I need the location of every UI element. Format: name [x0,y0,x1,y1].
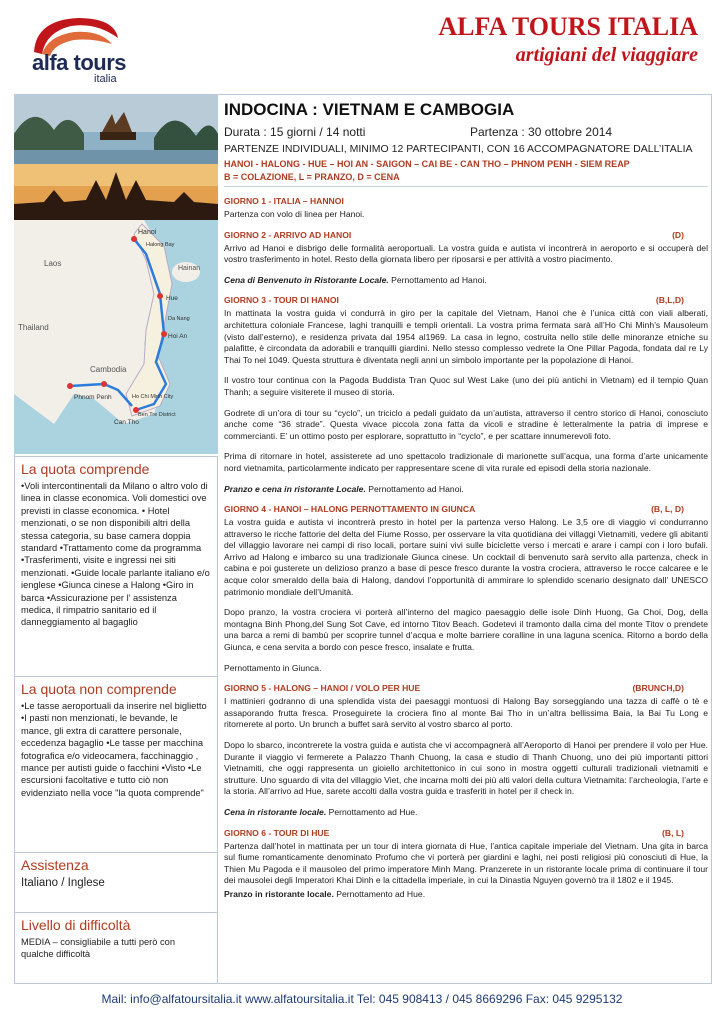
day-6-meals: (B, L) [662,827,684,838]
day-4-text-2: Dopo pranzo, la vostra crociera vi porterà all’interno del magico paesaggio delle isole Dinh Huong, Ga Choi, Dog, della montagna Binh Phong,del Sung Sot Cave, ed intorno Titov Beach. Godetevi il tramonto dalla cima del monte Titov o prendete una barca a remi di bambù per scoprire tunnel d’acqua e molte barriere coralline in una laguna scenica. Ritorno a bordo della Giunca, e cena servita a bordo con pesce fresco, insalate e frutta. [224,607,708,653]
map-label-can-tho: Can Tho [114,419,139,426]
difficulty-box [14,912,218,984]
logo-text: alfa tours [32,50,127,75]
day-4-title: GIORNO 4 - HANOI – HALONG PERNOTTAMENTO IN GIUNCA [224,504,476,515]
map-label-hanoi: Hanoi [138,229,157,236]
map-label-phnom-penh: Phnom Penh [74,394,112,401]
excludes-title: La quota non comprende [21,681,177,697]
day-5-note-rest: Pernottamento ad Hue. [326,806,418,817]
photo-column [14,94,218,454]
alfa-tours-logo[interactable] [16,8,146,88]
day-6-note-bold: Pranzo in ristorante locale. [224,888,334,899]
map-label-hoi-an: Hoi An [168,333,188,340]
contact-footer[interactable]: Mail: info@alfatoursitalia.it www.alfatoursitalia.it Tel: 045 908413 / 045 8669296 Fax: 045 9295132 [101,992,623,1006]
day-5-note-bold: Cena in ristorante locale. [224,806,327,817]
day-2-note-bold: Cena di Benvenuto in Ristorante Locale. [224,274,389,285]
map-label-hue: Hue [166,295,178,302]
day-1-title: GIORNO 1 - ITALIA – HANNOI [224,196,344,206]
day-2-note [224,275,708,287]
day-1-text: Partenza con volo di linea per Hanoi. [224,209,365,219]
map-label-ben-tre: Ben Tre District [138,412,176,418]
brand-tagline: artigiani del viaggiare [515,44,698,66]
day-4-text-3: Pernottamento in Giunca. [224,662,322,673]
assistance-box [14,852,218,912]
day-3-meals: (B,L,D) [655,295,684,306]
includes-title: La quota comprende [21,461,150,477]
itinerary-main [224,98,708,901]
trip-duration: Durata : 15 giorni / 14 notti [224,125,366,139]
day-2-text: Arrivo ad Hanoi e disbrigo delle formalità aeroportuali. La vostra guida e autista vi incontrerà in aeroporto e si occuperà del vostro trasferimento in hotel. Resto della giornata libero per riposarsi e per attività a vostro piacimento. [224,242,708,265]
day-4-text-1: La vostra guida e autista vi incontrerà presto in hotel per la partenza verso Halong. Le 3,5 ore di viaggio vi condurranno attraverso le ricche fattorie del delta del Fiume Rosso, per osservare la vita quotidiana dei villaggi Vietnamiti, vedere gli abitanti del villaggio lavorare nei campi di riso locali, portare suini vivi sulle biciclette verso i mercati e arare i campi con i loro bufali. Arrivo ad Halong e imbarco su una tradizionale Giunca cinese. Un cocktail di benvenuto sarà servito alla partenza, check in cabina e poi gusterete un delizioso pranzo a base di pesce fresco durante la vostra crociera, attraverso le rocce calcaree e le acque color smeraldo della baia di Halong, dandovi l’opportunità di ammirare lo splendido scenario designato dall’ UNESCO patrimonio mondiale dell’Umanità. [224,517,708,597]
day-5-title: GIORNO 5 - HALONG – HANOI / VOLO PER HUE [224,683,421,694]
trip-title: INDOCINA : VIETNAM E CAMBOGIA [224,100,515,119]
destination-photos [14,94,218,454]
day-2-heading [224,230,708,241]
day-6-text-1: Partenza dall’hotel in mattinata per un tour di intera giornata di Hue, l’antica capitale imperiale del Vietnam. Una gita in barca sul fiume romanticamente denominato Profumo che vi porterà per giardini e laghi, nei posti religiosi più conosciuti di Hue, la Thien Mu Pagoda e il mausoleo del primo imperatore Minh Mang. Pranzerete in un ristorante locale prima di continuare il tour dei mausolei degli Imperatori Khai Dinh e la cittadella imperiale, in cui la Dinastia Nguyen governò tra il 1802 e il 1945. [224,840,708,886]
day-2-title: GIORNO 2 - ARRIVO AD HANOI [224,229,352,240]
day-3-text-3: Godrete di un’ora di tour su “cyclo”, un triciclo a pedali guidato da un’autista, attraverso il centro storico di Hanoi, conosciuto anche come “36 strade”. Questa vivace piccola zona fatta da vicoli e stradine è letteralmente la patria di imprese e commercianti. E’ un ottimo posto per esplorare, soprattutto in “cyclo”, e per scattare innumerevoli foto. [224,407,708,441]
meal-legend: B = COLAZIONE, L = PRANZO, D = CENA [224,172,400,182]
day-6-note [224,889,708,901]
map-label-cambodia: Cambodia [90,365,127,374]
day-5-meals: (BRUNCH,D) [632,683,684,694]
difficulty-title: Livello di difficoltà [21,917,131,933]
day-3-title: GIORNO 3 - TOUR DI HANOI [224,295,339,306]
map-label-da-nang: Da Nang [168,316,190,322]
day-1-heading [224,196,708,207]
day-3-text-1: In mattinata la vostra guida vi condurrà in giro per la capitale del Vietnam, Hanoi che è l’unica città con viali alberati, architettura coloniale Francese, laghi tranquilli e templi orientali. La vostra prima fermata sarà all’Ho Chi Minh’s Mausoleum (visto dall’esterno), e residenza privata dal 1954 al1969. La casa in legno, costruita nello stile delle minoranze etniche su palafitte, è circondata da adorabili e tranquilli giardini. Nello stesso complesso vedrete la One Pillar Pagoda, fondata dal re Ly Thai To nel 1049. Questa struttura è diventata negli anni un simbolo importante per la popolazione di Hanoi. [224,308,708,365]
day-2-note-rest: Pernottamento ad Hanoi. [388,274,487,285]
day-5-heading [224,683,708,694]
divider [224,186,708,187]
trip-participants: PARTENZE INDIVIDUALI, MINIMO 12 PARTECIPANTI, CON 16 ACCOMPAGNATORE DALL’ITALIA [224,143,693,155]
day-2-meals: (D) [672,229,684,240]
difficulty-text: MEDIA – consigliabile a tutti però con qualche difficoltà [21,937,175,960]
map-label-halong: Halong Bay [146,242,175,248]
assistance-title: Assistenza [21,857,89,873]
map-label-thailand: Thailand [18,323,49,332]
logo-subtext: italia [94,73,117,85]
day-3-text-2: Il vostro tour continua con la Pagoda Buddista Tran Quoc sul West Lake (uno dei più antichi in Vietnam) ed il tempio Quan Thanh; a seguire visiterete il museo di storia. [224,375,708,397]
day-5-text-1: I mattinieri godranno di una splendida vista dei paesaggi montuosi di Halong Bay sorseggiando una tazza di caffè o tè e assaporando frutta fresca. Proseguirete la crociera fino al monte Bai Tho in un’altra bellissima Baia, la Bai Tu Long e ritornerete al porto. Un brunch a buffet sarà servito al vostro sbarco al porto. [224,696,708,730]
day-3-note [224,484,708,496]
day-6-heading [224,828,708,839]
day-3-text-4: Prima di ritornare in hotel, assisterete ad uno spettacolo tradizionale di marionette sull’acqua, una forma d’arte unicamente nord vietnamita, particolarmente indicato per rappresentare scene di vita rurale ed episodi della storia nazionale. [224,451,708,473]
day-6-title: GIORNO 6 - TOUR DI HUE [224,827,330,838]
trip-departure: Partenza : 30 ottobre 2014 [470,125,613,139]
day-3-heading [224,295,708,306]
trip-meta [224,125,708,139]
trip-route: HANOI - HALONG - HUE – HOI AN - SAIGON – CAI BE - CAN THO – PHNOM PENH - SIEM REAP [224,159,630,169]
day-5-text-2: Dopo lo sbarco, incontrerete la vostra guida e autista che vi accompagnerà all’Aeroporto di Hanoi per prendere il volo per Hue. Durante il viaggio vi fermerete a Palazzo Thanh Chuong, la casa e studio di Thanh Chuong, uno dei più importanti pittori Vietnamiti, che oggi rappresenta un gioiello architettonico in cui sono in mostra oggetti culturali tradizionali vietnamiti e strutture. Uno sguardo di vita del villaggio Viet, che incarna molti dei più alti valori della cultura Vietnamita: l’archeologia, l’arte e la storia. All’arrivo ad Hue, sarete accolti dalla vostra guida e trasferiti in hotel per il check in. [224,740,708,797]
day-3-note-bold: Pranzo e cena in ristorante Locale. [224,483,366,494]
excludes-text: •Le tasse aeroportuali da inserire nel biglietto •I pasti non menzionati, le bevande, le mance, gli extra di carattere personale, eccedenza bagaglio •Le tasse per macchina fotografica e/o videocamera, facchinaggio , mance per autisti guide o facchini •Visto •Le escursioni facoltative e tutto ciò non evidenziato nella voce "la quota comprende" [21,701,207,798]
assistance-text: Italiano / Inglese [21,877,105,889]
map-label-hainan: Hainan [178,265,201,272]
day-4-meals: (B, L, D) [651,504,684,515]
includes-box [14,456,218,676]
day-6-note-rest: Pernottamento ad Hue. [333,888,426,899]
day-5-note [224,807,708,819]
brand-title: ALFA TOURS ITALIA [438,12,698,41]
map-label-laos: Laos [44,259,62,268]
day-4-heading [224,504,708,515]
includes-text: •Voli intercontinentali da Milano o altro volo di linea in classe economica. Voli domestici ove previsti in classe economica. • Hotel menzionati, o se non disponibili altri della stessa categoria, su base camera doppia standard •Trattamento come da programma •Trasferimenti, visite e ingressi nei siti menzionati. •Guide locale parlante italiano e/o ienglese •Giunca cinese a Halong •Giro in barca •Assicurazione per l’ assistenza medica, il rimpatrio sanitario ed il danneggiamento al bagaglio [21,481,210,628]
excludes-box [14,676,218,852]
map-label-hcmc: Ho Chi Minh City [132,394,174,400]
day-3-note-rest: Pernottamento ad Hanoi. [365,483,464,494]
